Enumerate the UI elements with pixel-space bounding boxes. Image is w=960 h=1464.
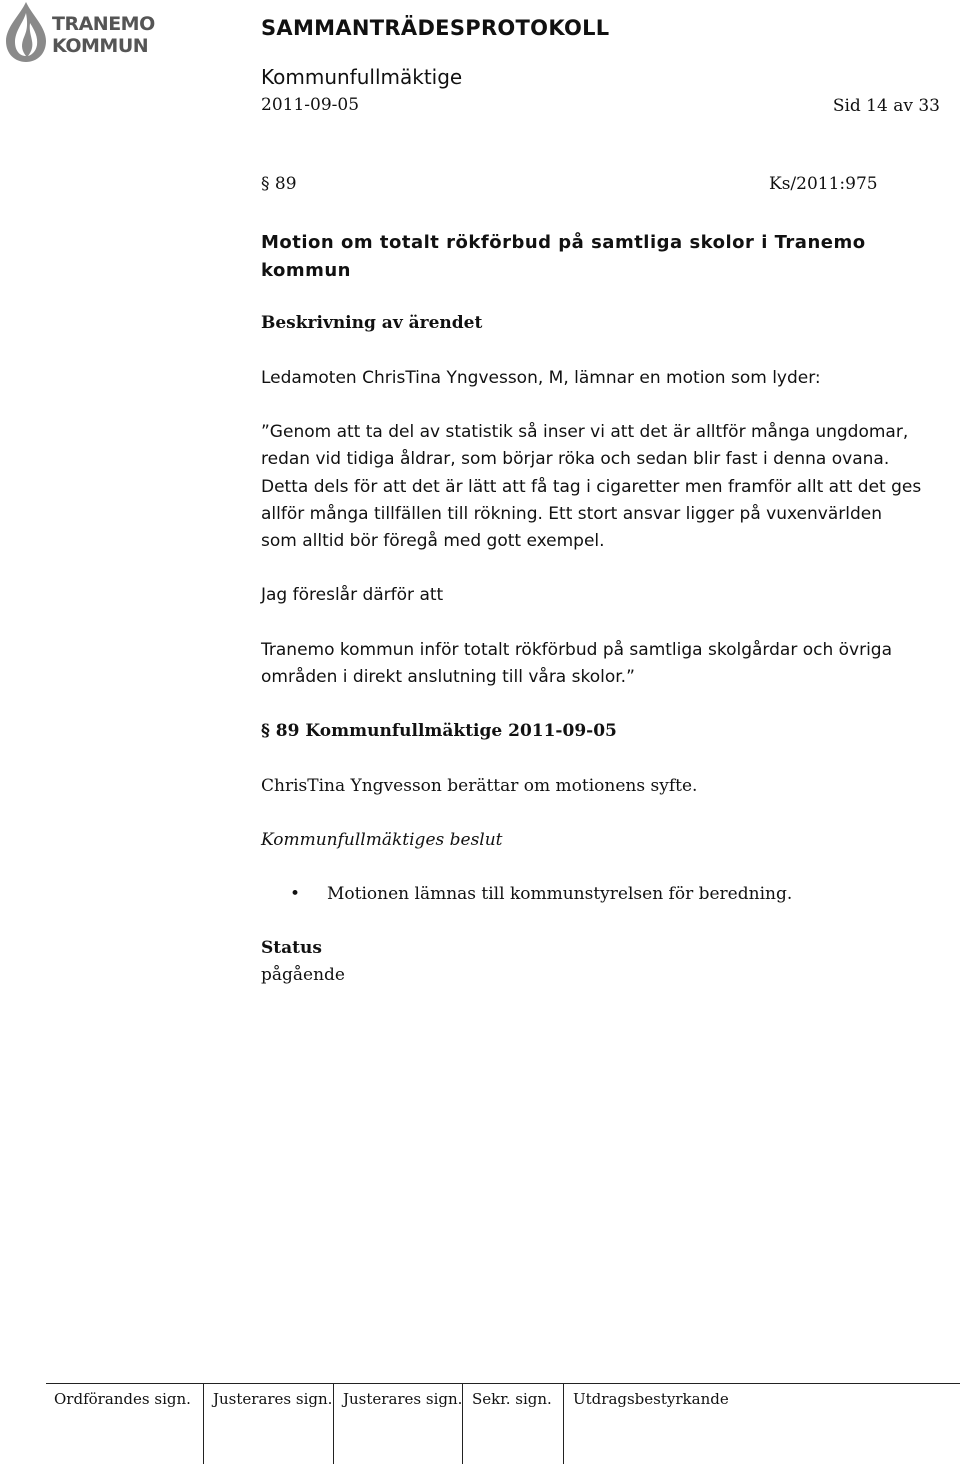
tranemo-kommun-logo — [0, 0, 155, 64]
footer-label-extract-certified: Utdragsbestyrkande — [573, 1390, 729, 1408]
proposal-intro: Jag föreslår därför att — [261, 585, 444, 605]
footer-column-divider — [333, 1384, 334, 1464]
tranemo-drop-logo-icon — [2, 1, 50, 63]
description-heading: Beskrivning av ärendet — [261, 313, 483, 333]
quote-line: Detta dels för att det är lätt att få tag i cigaretter men framför allt att det ges — [261, 477, 922, 497]
proposal-line: Tranemo kommun inför totalt rökförbud på samtliga skolgårdar och övriga — [261, 640, 893, 660]
case-reference: Ks/2011:975 — [769, 174, 878, 194]
bullet-icon: • — [290, 884, 301, 904]
footer-label-adjuster-sign-2: Justerares sign. — [343, 1390, 463, 1408]
footer-label-secretary-sign: Sekr. sign. — [472, 1390, 552, 1408]
decision-heading: Kommunfullmäktiges beslut — [261, 830, 503, 850]
footer-column-divider — [462, 1384, 463, 1464]
paragraph-number: § 89 — [261, 174, 297, 194]
footer-label-chair-sign: Ordförandes sign. — [54, 1390, 191, 1408]
decision-text: Motionen lämnas till kommunstyrelsen för beredning. — [327, 884, 793, 904]
footer-column-divider — [563, 1384, 564, 1464]
page-number: Sid 14 av 33 — [832, 96, 940, 116]
quote-line: ”Genom att ta del av statistik så inser vi att det är alltför många ungdomar, — [261, 422, 909, 442]
footer-label-adjuster-sign: Justerares sign. — [213, 1390, 333, 1408]
logo-text-line2: KOMMUN — [52, 35, 149, 57]
meeting-date: 2011-09-05 — [261, 95, 360, 115]
document-type-heading: SAMMANTRÄDESPROTOKOLL — [261, 16, 610, 40]
footer-divider — [46, 1383, 960, 1384]
section-title: Motion om totalt rökförbud på samtliga skolor i Tranemo kommun — [261, 232, 866, 281]
quote-line: allför många tillfällen till rökning. Ett stort ansvar ligger på vuxenvärlden — [261, 504, 882, 524]
meeting-section-heading: § 89 Kommunfullmäktige 2011-09-05 — [261, 721, 617, 741]
status-label: Status — [261, 938, 322, 958]
footer-column-divider — [203, 1384, 204, 1464]
quote-line: redan vid tidiga åldrar, som börjar röka och sedan blir fast i denna ovana. — [261, 449, 890, 469]
proposal-line: områden i direkt anslutning till våra skolor.” — [261, 667, 635, 687]
logo-text-line1: TRANEMO — [52, 13, 155, 35]
meeting-text: ChrisTina Yngvesson berättar om motionens syfte. — [261, 776, 698, 796]
description-intro: Ledamoten ChrisTina Yngvesson, M, lämnar en motion som lyder: — [261, 368, 821, 388]
committee-name: Kommunfullmäktige — [261, 65, 463, 89]
quote-line: som alltid bör föregå med gott exempel. — [261, 531, 605, 551]
status-value: pågående — [261, 965, 345, 985]
